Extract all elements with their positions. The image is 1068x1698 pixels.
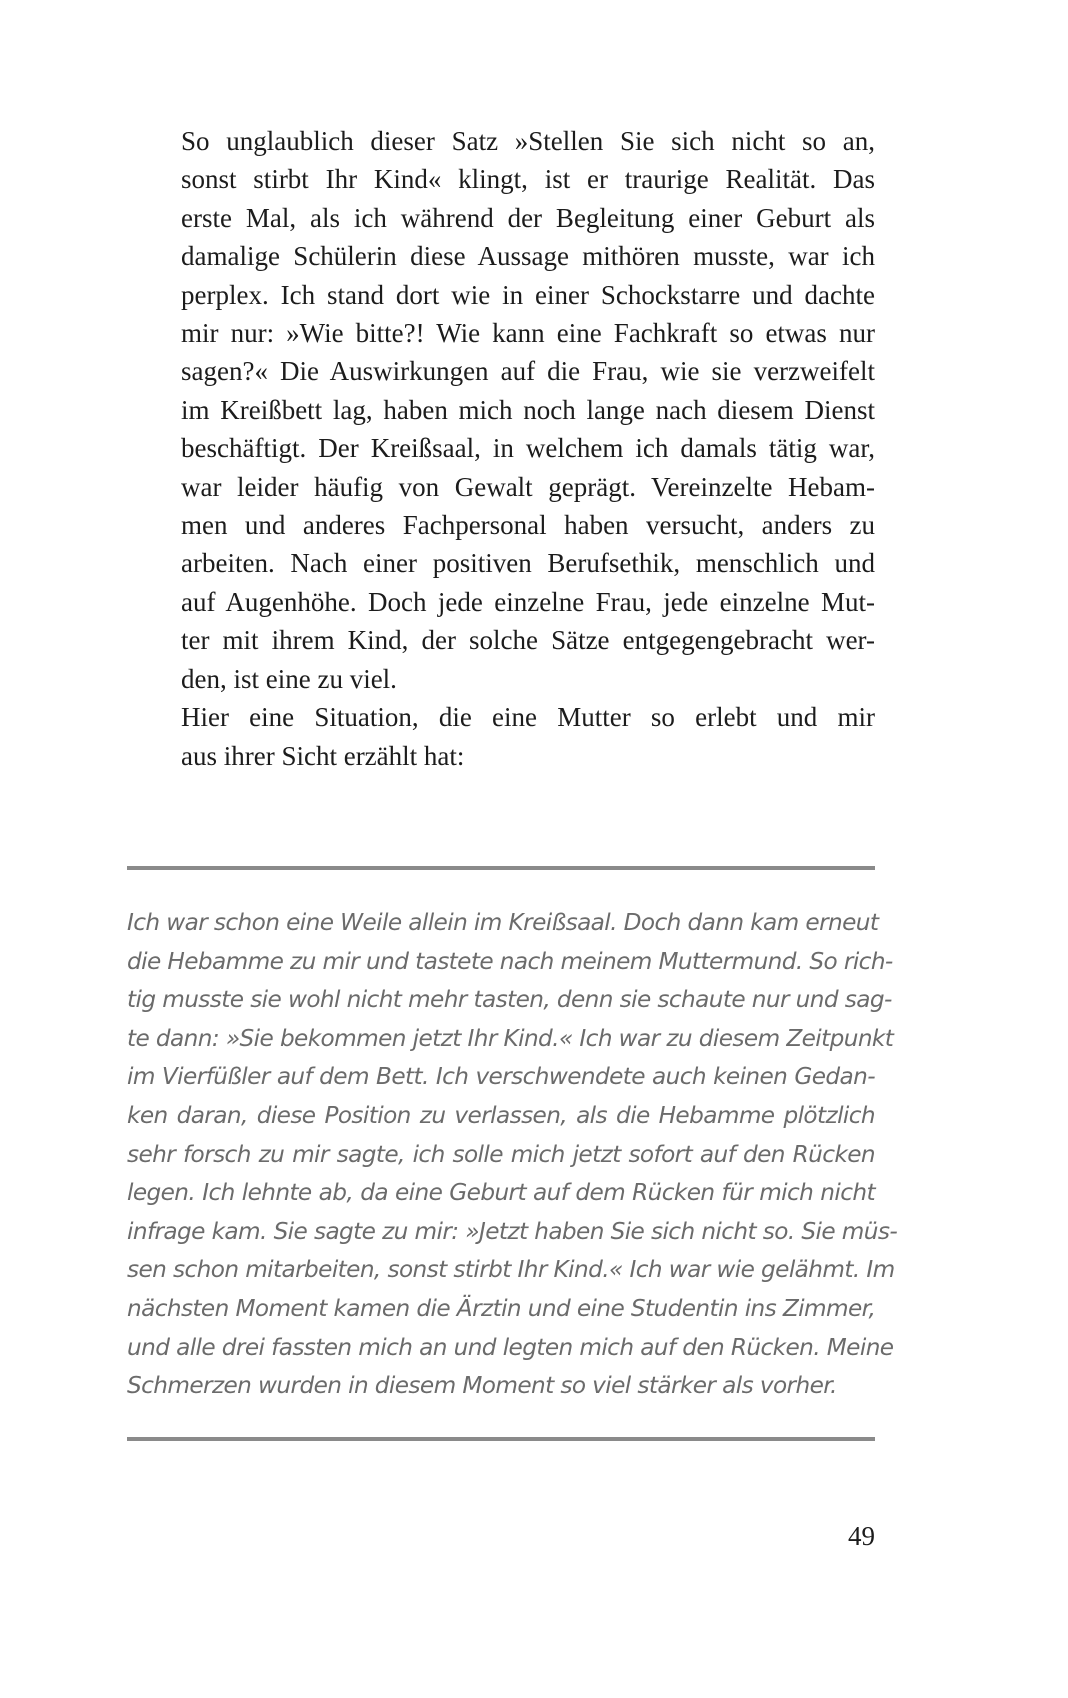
quote-line: infrage kam. Sie sagte zu mir: »Jetzt haben Sie sich nicht so. Sie müs- — [127, 1217, 898, 1245]
text-line: im Kreißbett lag, haben mich noch lange nach diesem Dienst — [181, 394, 875, 425]
quote-line: te dann: »Sie bekommen jetzt Ihr Kind.« Ich war zu diesem Zeitpunkt — [127, 1024, 894, 1052]
quote-line: nächsten Moment kamen die Ärztin und eine Studentin ins Zimmer, — [127, 1294, 876, 1322]
text-line: ter mit ihrem Kind, der solche Sätze entgegengebracht wer- — [181, 625, 875, 656]
quote-box — [127, 904, 898, 1406]
text-line: sonst stirbt Ihr Kind« klingt, ist er traurige Realität. Das — [181, 164, 875, 195]
text-line: den, ist eine zu viel. — [181, 663, 397, 694]
text-line: men und anderes Fachpersonal haben versucht, anders zu — [181, 510, 875, 541]
text-line: beschäftigt. Der Kreißsaal, in welchem ich damals tätig war, — [181, 433, 875, 464]
text-line: mir nur: »Wie bitte?! Wie kann eine Fachkraft so etwas nur — [181, 318, 875, 349]
quote-line: tig musste sie wohl nicht mehr tasten, denn sie schaute nur und sag- — [127, 986, 892, 1014]
quote-line: Schmerzen wurden in diesem Moment so viel stärker als vorher. — [127, 1372, 837, 1400]
paragraph-1 — [127, 122, 875, 698]
text-line: erste Mal, als ich während der Begleitung einer Geburt als — [181, 202, 875, 233]
text-line: arbeiten. Nach einer positiven Berufsethik, menschlich und — [181, 548, 875, 579]
page-number: 49 — [848, 1521, 875, 1551]
text-line: war leider häufig von Gewalt geprägt. Vereinzelte Hebam- — [181, 471, 875, 502]
quote-bottom-rule — [127, 1437, 875, 1441]
quote-line: legen. Ich lehnte ab, da eine Geburt auf dem Rücken für mich nicht — [127, 1179, 875, 1207]
quote-top-rule — [127, 866, 875, 870]
text-line: Hier eine Situation, die eine Mutter so erlebt und mir — [181, 702, 875, 733]
quote-line: die Hebamme zu mir und tastete nach meinem Muttermund. So rich- — [127, 947, 893, 975]
text-line: perplex. Ich stand dort wie in einer Schockstarre und dachte — [181, 279, 875, 310]
quote-line: und alle drei fassten mich an und legten mich auf den Rücken. Meine — [127, 1333, 894, 1361]
text-line: So unglaublich dieser Satz »Stellen Sie sich nicht so an, — [181, 126, 875, 156]
quote-line: sehr forsch zu mir sagte, ich solle mich jetzt sofort auf den Rücken — [127, 1140, 875, 1168]
text-line: sagen?« Die Auswirkungen auf die Frau, wie sie verzweifelt — [181, 356, 875, 387]
text-line: auf Augenhöhe. Doch jede einzelne Frau, jede einzelne Mut- — [181, 586, 875, 617]
text-line: aus ihrer Sicht erzählt hat: — [181, 740, 465, 771]
quote-line: im Vierfüßler auf dem Bett. Ich verschwendete auch keinen Gedan- — [127, 1063, 875, 1091]
quote-line: ken daran, diese Position zu verlassen, als die Hebamme plötzlich — [127, 1101, 875, 1129]
quote-line: sen schon mitarbeiten, sonst stirbt Ihr Kind.« Ich war wie gelähmt. Im — [127, 1256, 895, 1284]
text-line: damalige Schülerin diese Aussage mithören musste, war ich — [181, 241, 875, 272]
quote-line: Ich war schon eine Weile allein im Kreißsaal. Doch dann kam erneut — [127, 909, 879, 936]
main-text — [127, 122, 875, 775]
paragraph-2 — [127, 698, 875, 775]
